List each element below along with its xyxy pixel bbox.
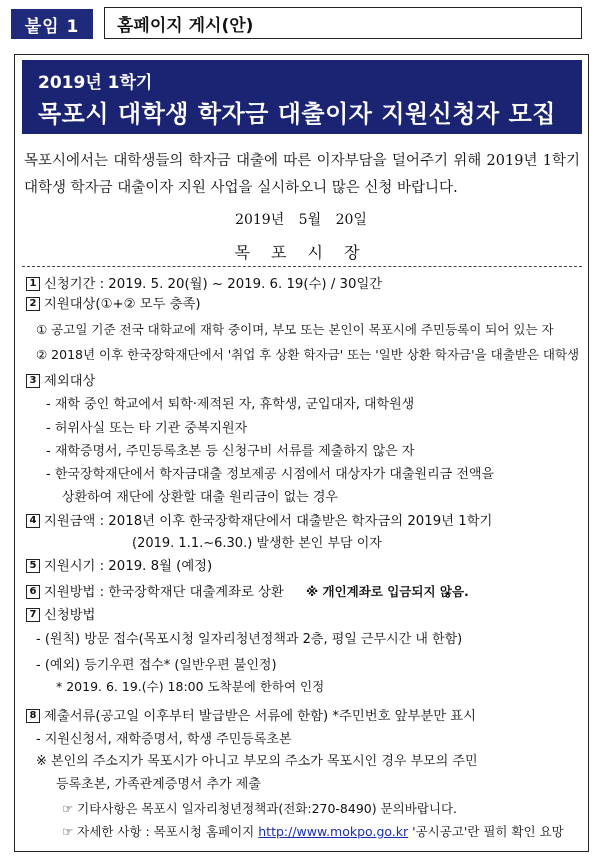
list-item: 등록초본, 가족관계증명서 추가 제출 [56, 777, 261, 792]
banner-title: 목포시 대학생 학자금 대출이자 지원신청자 모집 [38, 100, 556, 128]
section-number: 6 [26, 585, 40, 599]
notice-banner [22, 60, 582, 134]
document-title: 홈페이지 게시(안) [117, 15, 254, 36]
section-number: 4 [26, 514, 40, 528]
section-text: 신청기간 : 2019. 5. 20(월) ~ 2019. 6. 19(수) / 30일간 [44, 277, 383, 292]
section-number: 1 [26, 277, 40, 291]
section-text: 제외대상 [44, 374, 96, 389]
section-eligibility [26, 295, 201, 314]
section-text: 지원대상(①+② 모두 충족) [44, 297, 201, 312]
attachment-tag-label: 붙임 1 [24, 16, 80, 37]
section-documents [26, 707, 476, 726]
detail-prefix: ☞ 자세한 사항 : 목포시청 홈페이지 [62, 824, 255, 839]
notice-date: 2019년 5월 20일 [235, 212, 367, 228]
list-item: ☞ 기타사항은 목포시 일자리청년정책과(전화:270-8490) 문의바랍니다. [62, 801, 458, 816]
section-text: 신청방법 [44, 608, 96, 623]
list-item: 상환하여 재단에 상환할 대출 원리금이 없는 경우 [62, 490, 338, 505]
section-continuation: (2019. 1.1.~6.30.) 발생한 본인 부담 이자 [132, 536, 382, 551]
list-item: - 허위사실 또는 타 기관 중복지원자 [46, 421, 248, 436]
list-item: - 재학증명서, 주민등록초본 등 신청구비 서류를 제출하지 않은 자 [46, 444, 415, 459]
section-text: 지원시기 : 2019. 8월 (예정) [44, 559, 213, 574]
divider [22, 266, 582, 267]
attachment-tag [11, 9, 93, 39]
list-item: - 한국장학재단에서 학자금대출 정보제공 시점에서 대상자가 대출원리금 전액을 [46, 467, 495, 482]
method-note: ※ 개인계좌로 입금되지 않음. [305, 584, 469, 599]
list-item: ① 공고일 기준 전국 대학교에 재학 중이며, 부모 또는 본인이 목포시에 주민등록이 되어 있는 자 [36, 322, 554, 337]
list-item: ※ 본인의 주소지가 목포시가 아니고 부모의 주소가 목포시인 경우 부모의 주민 [36, 754, 478, 769]
section-number: 3 [26, 374, 40, 388]
document-title-box [104, 7, 582, 39]
section-application-period [26, 275, 382, 294]
section-number: 2 [26, 297, 40, 311]
section-text: 제출서류(공고일 이후부터 발급받은 서류에 한함) *주민번호 앞부분만 표시 [44, 709, 476, 724]
section-number: 7 [26, 608, 40, 622]
list-item: - (예외) 등기우편 접수* (일반우편 불인정) [36, 658, 277, 673]
section-amount [26, 512, 492, 531]
section-text: 지원금액 : 2018년 이후 한국장학재단에서 대출받은 학자금의 2019년 1학기 [44, 514, 493, 529]
list-item: ② 2018년 이후 한국장학재단에서 '취업 후 상환 학자금' 또는 '일반 상환 학자금'을 대출받은 대학생 [36, 347, 580, 362]
section-how-to-apply [26, 606, 95, 625]
issuer: 목 포 시 장 [234, 243, 368, 262]
homepage-link[interactable]: http://www.mokpo.go.kr [258, 824, 409, 839]
section-exclusions [26, 372, 95, 391]
detail-suffix: '공시공고'란 필히 확인 요망 [412, 824, 564, 839]
section-timing [26, 557, 212, 576]
detail-line [62, 822, 564, 841]
section-number: 8 [26, 709, 40, 723]
section-number: 5 [26, 559, 40, 573]
banner-subtitle: 2019년 1학기 [38, 73, 153, 93]
list-item: - (원칙) 방문 접수(목포시청 일자리청년정책과 2층, 평일 근무시간 내 한함) [36, 632, 463, 647]
list-item: * 2019. 6. 19.(수) 18:00 도착분에 한하여 인정 [56, 679, 325, 694]
list-item: - 지원신청서, 재학증명서, 학생 주민등록초본 [36, 732, 292, 747]
section-method [26, 582, 469, 602]
intro-paragraph: 목포시에서는 대학생들의 학자금 대출에 따른 이자부담을 덜어주기 위해 2019년 1학기 대학생 학자금 대출이자 지원 사업을 실시하오니 많은 신청 바랍니다. [24, 153, 580, 196]
section-text: 지원방법 : 한국장학재단 대출계좌로 상환 [44, 585, 284, 600]
list-item: - 재학 중인 학교에서 퇴학·제적된 자, 휴학생, 군입대자, 대학원생 [46, 397, 415, 412]
